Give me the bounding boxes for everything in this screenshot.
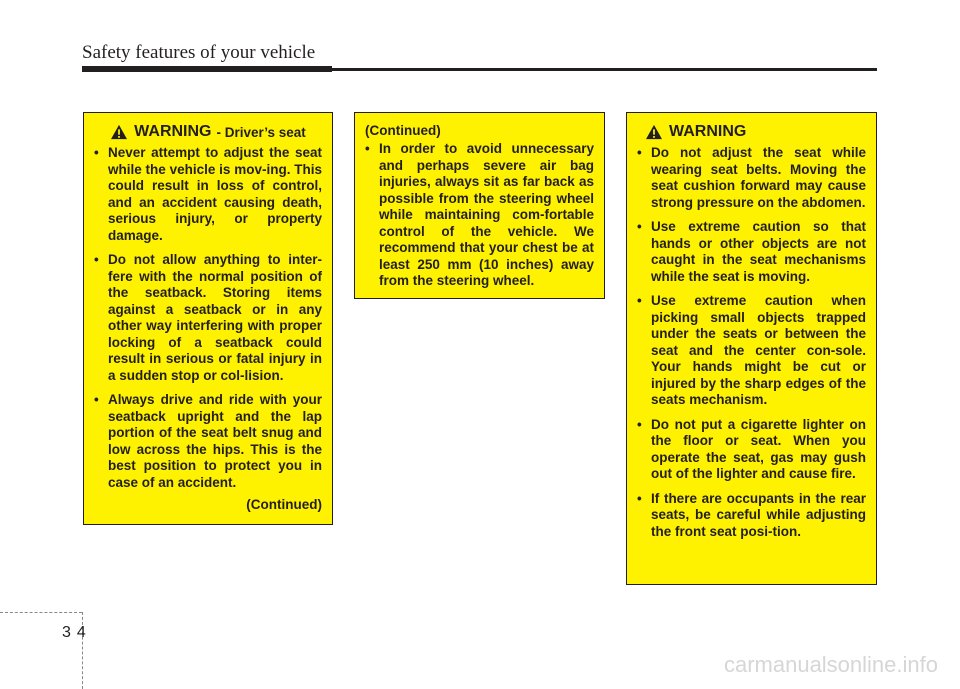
- warning-box-drivers-seat: [83, 112, 333, 525]
- list-item: • If there are occupants in the rear seats, be careful while adjusting the front seat posi-tion.: [637, 491, 866, 541]
- list-item: • Do not put a cigarette lighter on the floor or seat. When you operate the seat, gas may gush out of the lighter and cause fire.: [637, 417, 866, 483]
- warning-triangle-icon: [645, 124, 663, 140]
- list-item: • Use extreme caution when picking small objects trapped under the seats or between the seat and the center con-sole. Your hands might be cut or injured by the sharp edges of the seats mechanism.: [637, 293, 866, 409]
- list-item: • Do not adjust the seat while wearing seat belts. Moving the seat cushion forward may cause strong pressure on the abdomen.: [637, 145, 866, 211]
- warning-heading: [637, 123, 866, 141]
- list-item: • Use extreme caution so that hands or other objects are not caught in the seat mechanisms while the seat is moving.: [637, 219, 866, 285]
- warning-title: WARNING: [669, 123, 747, 140]
- continued-label: (Continued): [246, 497, 322, 512]
- list-item: • Never attempt to adjust the seat while the vehicle is mov-ing. This could result in loss of control, and an accident causing death, serious injury, or property damage.: [94, 145, 322, 244]
- list-item: • Always drive and ride with your seatback upright and the lap portion of the seat belt snug and low across the hips. This is the best position to protect you in case of an accident.: [94, 392, 322, 491]
- page-divider-horizontal: [0, 612, 82, 613]
- warning-list: [365, 141, 594, 290]
- warning-title: WARNING: [134, 123, 212, 140]
- list-item: • In order to avoid unnecessary and perhaps severe air bag injuries, always sit as far back as possible from the steering wheel while maintaining com-fortable control of the vehicle. We recommend that your chest be at least 250 mm (10 inches) away from the steering wheel.: [365, 141, 594, 290]
- warning-heading: [94, 123, 322, 141]
- warning-list: [94, 145, 322, 491]
- page-number: 34: [62, 624, 92, 641]
- warning-triangle-icon: [110, 124, 128, 140]
- warning-list: [637, 145, 866, 540]
- continued-label: (Continued): [365, 123, 441, 138]
- watermark: carmanualsonline.info: [723, 652, 938, 677]
- section-title: Safety features of your vehicle: [82, 42, 316, 63]
- header-rule-accent: [82, 66, 332, 72]
- warning-box-seat-adjust: [626, 112, 877, 585]
- warning-subtitle: - Driver’s seat: [216, 124, 306, 140]
- warning-box-continued: [354, 112, 605, 299]
- list-item: • Do not allow anything to inter-fere with the normal position of the seatback. Storing items against a seatback or in any other way interfering with proper locking of a seatback could result in serious or fatal injury in a sudden stop or col-lision.: [94, 252, 322, 384]
